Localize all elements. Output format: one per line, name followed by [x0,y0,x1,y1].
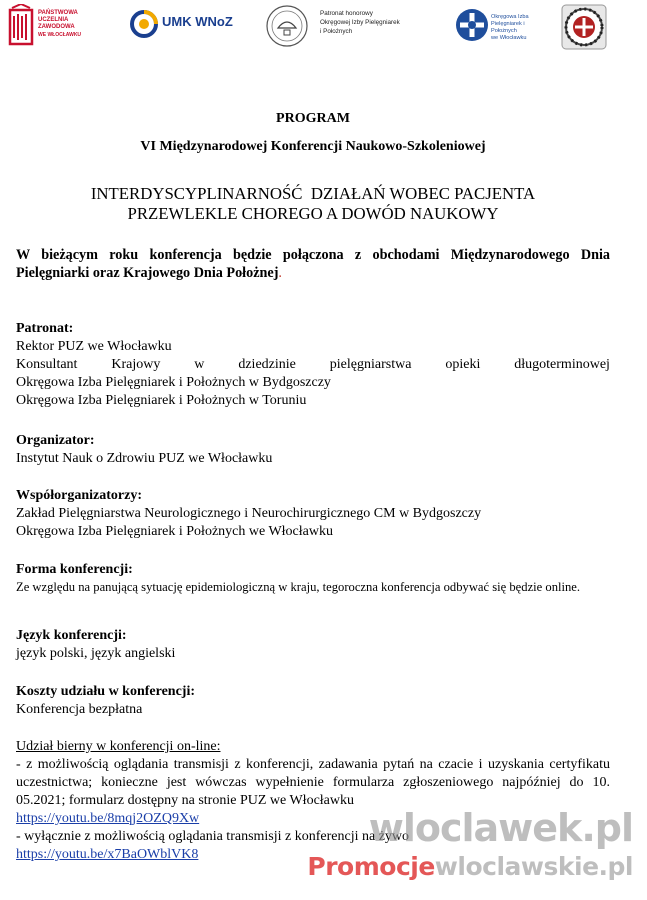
watermark-promo-part-2: wloclawskie.pl [434,852,633,881]
udzial-item-1: - z możliwością oglądania transmisji z konferencji, zadawania pytań na czacie i uzyskania certyfikatu uczestnictwa; konieczne jest wówczas wypełnienie formularza zgłoszeniowego najpóźniej do 10. 05.2021; formularz dostępny na stronie PUZ we Włocławku [16,757,610,808]
intro-dot: . [278,265,282,281]
patronat-logo-text: Patronat honorowy Okręgowej Izby Pielęgniarek i Położnych [320,10,400,35]
patronat-logo [265,4,435,48]
youtube-link-1[interactable]: https://youtu.be/8mqj2OZQ9Xw [16,811,200,826]
wspolorganizatorzy-section [16,487,610,541]
patronat-section [16,320,610,410]
oipip-cross-icon [455,8,489,42]
jezyk-text: język polski, język angielski [16,646,176,661]
wspolorganizatorzy-line-2: Okręgowa Izba Pielęgniarek i Położnych we Włocławku [16,524,333,539]
watermark-site: wloclawek.pl [368,806,633,850]
patronat-line-1: Rektor PUZ we Włocławku [16,339,172,354]
wspolorganizatorzy-heading: Współorganizatorzy: [16,488,142,503]
umk-wnoz-logo [130,8,245,42]
koszty-heading: Koszty udziału w konferencji: [16,684,196,699]
wspolorganizatorzy-line-1: Zakład Pielęgniarstwa Neurologicznego i Neurochirurgicznego CM w Bydgoszczy [16,506,482,521]
nurse-cap-emblem-icon [265,4,309,48]
oipip-wloclawek-logo [455,6,545,48]
forma-section [16,561,610,596]
watermark-promo-part-1: Promocje [307,852,435,881]
conference-name: VI Międzynarodowej Konferencji Naukowo-Szkoleniowej [140,139,486,154]
patronat-heading: Patronat: [16,321,74,336]
udzial-heading: Udział bierny w konferencji on-line: [16,739,221,754]
organizator-line-1: Instytut Nauk o Zdrowiu PUZ we Włocławku [16,451,273,466]
organizator-section [16,432,610,468]
watermark-promo [307,852,633,881]
udzial-item-2: - wyłącznie z możliwością oglądania transmisji z konferencji na żywo [16,829,410,844]
umk-wnoz-text: UMK WNoZ [162,14,233,29]
seal-icon [561,4,607,50]
conference-title-line-2: PRZEWLEKLE CHOREGO A DOWÓD NAUKOWY [127,204,499,223]
patronat-line-4: Okręgowa Izba Pielęgniarek i Położnych w Toruniu [16,393,307,408]
youtube-link-2[interactable]: https://youtu.be/x7BaOWblVK8 [16,847,199,862]
forma-text: Ze względu na panującą sytuację epidemiologiczną w kraju, tegoroczna konferencja odbywać się będzie online. [16,580,581,594]
intro-announcement [16,246,610,282]
puz-logo-text: PAŃSTWOWA UCZELNIA ZAWODOWA WE WŁOCŁAWKU [38,10,82,38]
patronat-line-3: Okręgowa Izba Pielęgniarek i Położnych w Bydgoszczy [16,375,331,390]
conference-title [16,184,610,224]
forma-heading: Forma konferencji: [16,562,133,577]
koszty-text: Konferencja bezpłatna [16,702,143,717]
koszty-section [16,683,610,719]
organizator-heading: Organizator: [16,433,95,448]
program-heading: PROGRAM [276,111,350,126]
puz-emblem-icon [8,4,34,48]
oipip-logo-text: Okręgowa Izba Pielęgniarek i Położnych we Włocławku [491,14,529,41]
conference-title-line-1: INTERDYSCYPLINARNOŚĆ DZIAŁAŃ WOBEC PACJENTA [90,184,536,203]
jezyk-heading: Język konferencji: [16,628,127,643]
jezyk-section [16,627,610,663]
intro-text: W bieżącym roku konferencja będzie połączona z obchodami Międzynarodowego Dnia Pielęgniarki oraz Krajowego Dnia Położnej [16,247,610,281]
puz-logo [8,2,108,50]
patronat-line-2: Konsultant Krajowy w dziedzinie pielęgniarstwa opieki długoterminowej [16,357,610,372]
institution-seal-logo [561,4,607,50]
umk-circle-icon [130,10,158,38]
